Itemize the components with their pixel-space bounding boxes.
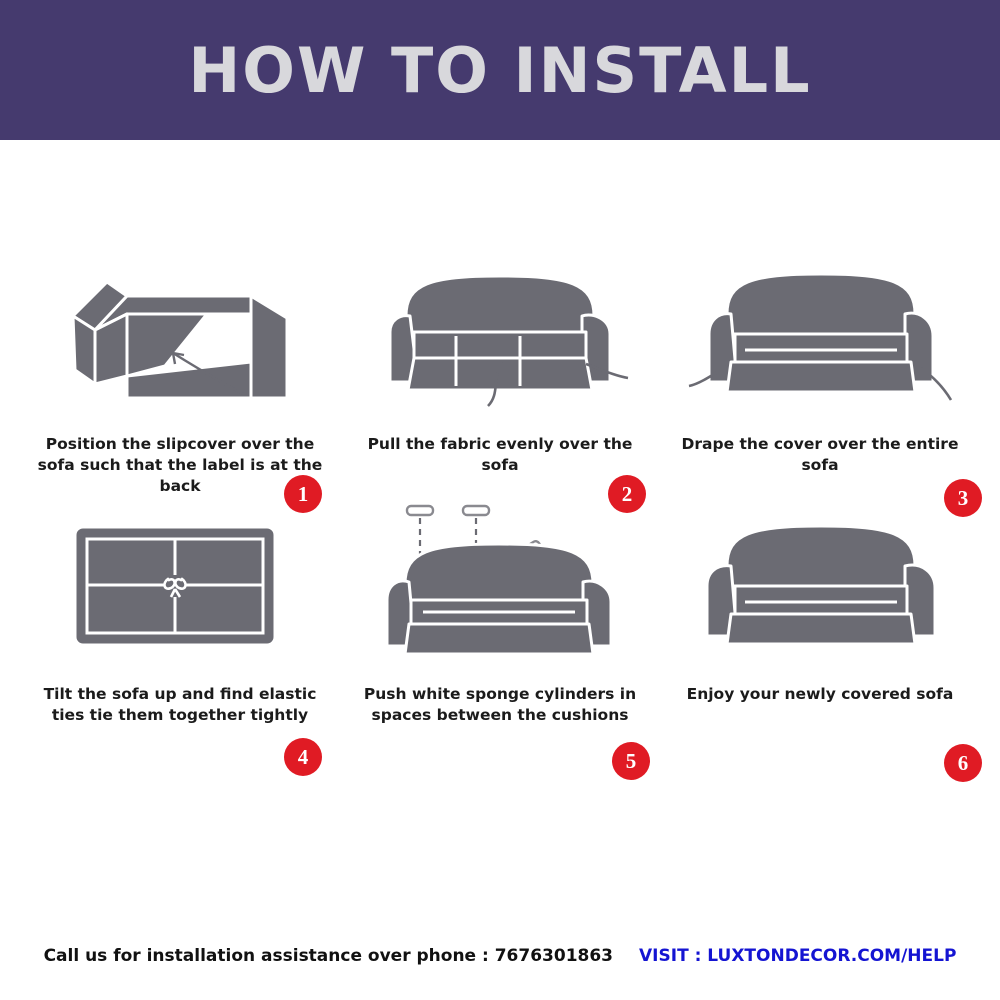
- page-title: HOW TO INSTALL: [188, 33, 812, 107]
- sofa-finished-covered-icon: [685, 508, 955, 668]
- step-5-caption: Push white sponge cylinders in spaces between the cushions: [363, 685, 637, 724]
- steps-grid: [20, 255, 980, 775]
- step-6-caption: Enjoy your newly covered sofa: [686, 685, 954, 703]
- step-2-caption: Pull the fabric evenly over the sofa: [367, 435, 633, 474]
- step-3: [660, 255, 980, 510]
- step-4-illustration: [30, 505, 330, 670]
- step-6: [660, 505, 980, 775]
- step-6-illustration: [670, 505, 970, 670]
- sofa-sponge-cylinders-arrows-icon: [365, 500, 635, 675]
- help-website-link[interactable]: VISIT : LUXTONDECOR.COM/HELP: [639, 946, 957, 966]
- step-number-badge: 5: [612, 742, 650, 780]
- header-banner: [0, 0, 1000, 140]
- step-number-badge: 2: [608, 475, 646, 513]
- gold-divider: [0, 140, 1000, 150]
- step-1: [20, 255, 340, 505]
- step-1-caption: Position the slipcover over the sofa such that the label is at the back: [37, 435, 323, 495]
- step-3-illustration: [670, 255, 970, 420]
- step-2: [340, 255, 660, 505]
- step-number-badge: 3: [944, 479, 982, 517]
- step-4-caption: Tilt the sofa up and find elastic ties tie them together tightly: [43, 685, 317, 724]
- sofa-draped-cover-icon: [685, 258, 955, 418]
- step-5: [340, 505, 660, 773]
- step-4: [20, 505, 340, 770]
- step-1-illustration: [30, 255, 330, 420]
- footer: [0, 946, 1000, 966]
- sofa-with-folded-cover-and-arrow-icon: [55, 258, 305, 418]
- step-number-badge: 6: [944, 744, 982, 782]
- step-number-badge: 1: [284, 475, 322, 513]
- support-phone-text: Call us for installation assistance over phone : 7676301863: [43, 946, 614, 966]
- step-3-caption: Drape the cover over the entire sofa: [681, 435, 959, 474]
- step-number-badge: 4: [284, 738, 322, 776]
- sofa-underside-elastic-ties-icon: [65, 513, 295, 663]
- sofa-partially-covered-icon: [370, 258, 630, 418]
- step-5-illustration: [350, 505, 650, 670]
- step-2-illustration: [350, 255, 650, 420]
